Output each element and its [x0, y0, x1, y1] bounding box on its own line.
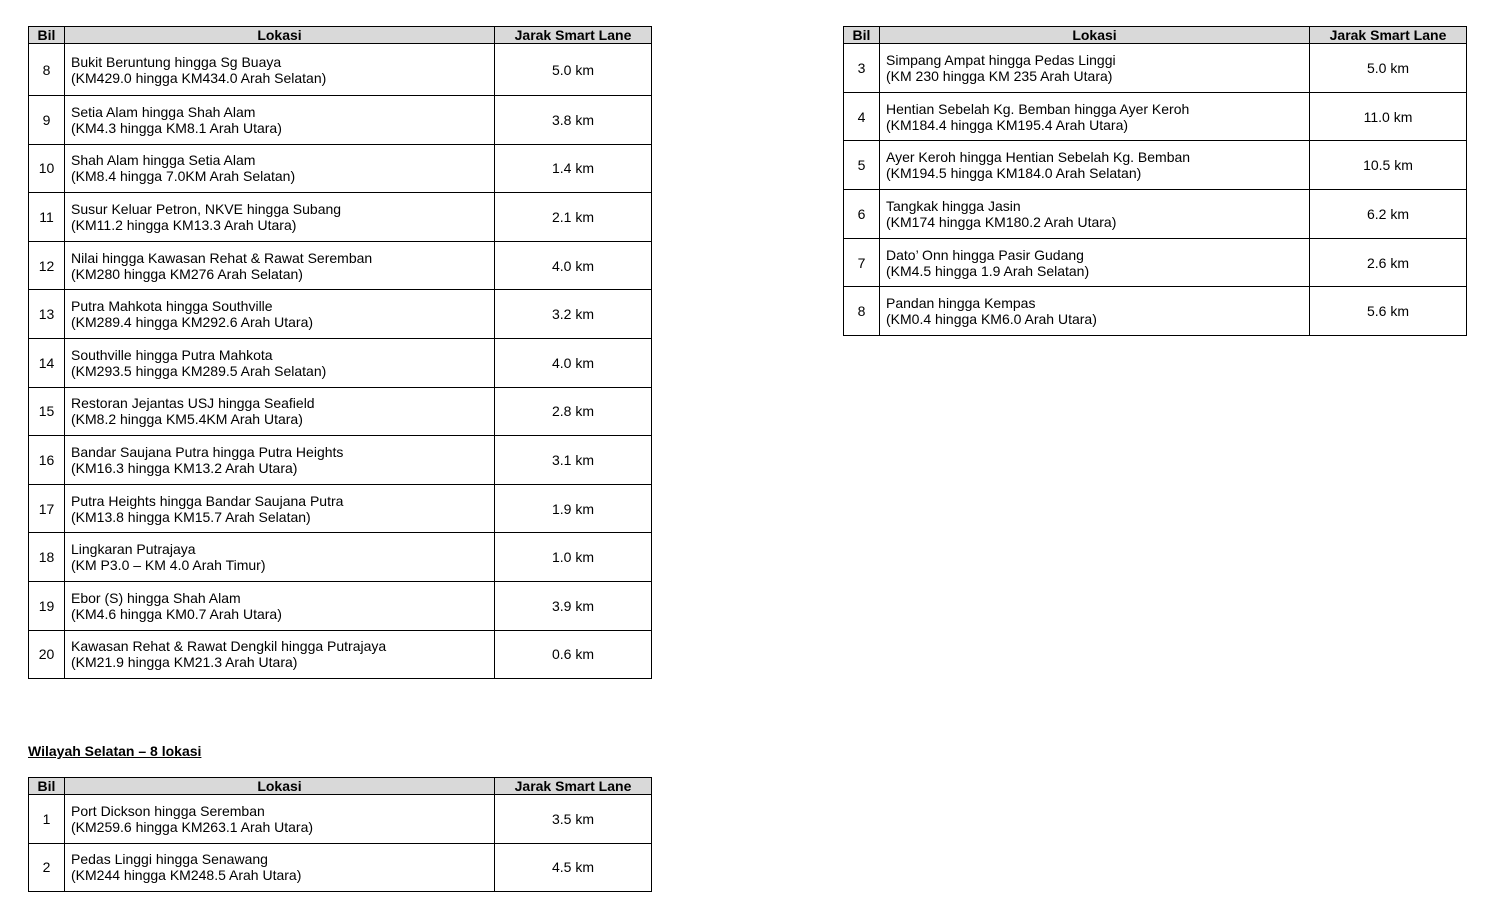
lokasi-route: Putra Heights hingga Bandar Saujana Putra — [71, 492, 344, 509]
lokasi-route: Putra Mahkota hingga Southville — [71, 298, 273, 315]
table-header-row — [29, 27, 652, 44]
row-bil: 16 — [29, 436, 65, 485]
row-jarak: 3.8 km — [495, 96, 652, 145]
lokasi-km: (KM174 hingga KM180.2 Arah Utara) — [886, 213, 1117, 230]
row-jarak: 10.5 km — [1310, 141, 1467, 190]
row-lokasi — [65, 533, 495, 582]
row-jarak: 4.0 km — [495, 338, 652, 387]
row-bil: 5 — [844, 141, 880, 190]
lokasi-route: Shah Alam hingga Setia Alam — [71, 152, 256, 169]
row-bil: 10 — [29, 144, 65, 193]
table-row — [29, 44, 652, 96]
table-row — [29, 795, 652, 844]
lokasi-km: (KM0.4 hingga KM6.0 Arah Utara) — [886, 311, 1097, 328]
lokasi-km: (KM429.0 hingga KM434.0 Arah Selatan) — [71, 69, 327, 86]
table-row — [29, 533, 652, 582]
lokasi-km: (KM244 hingga KM248.5 Arah Utara) — [71, 867, 302, 884]
lokasi-route: Lingkaran Putrajaya — [71, 541, 196, 558]
row-lokasi — [880, 92, 1310, 141]
lokasi-route: Ayer Keroh hingga Hentian Sebelah Kg. Bemban — [886, 149, 1191, 166]
lokasi-route: Kawasan Rehat & Rawat Dengkil hingga Putrajaya — [71, 638, 387, 655]
row-lokasi — [65, 581, 495, 630]
row-bil: 7 — [844, 238, 880, 287]
row-bil: 8 — [29, 44, 65, 96]
lokasi-km: (KM259.6 hingga KM263.1 Arah Utara) — [71, 818, 314, 835]
smart-lane-table-right — [843, 26, 1467, 336]
lokasi-km: (KM184.4 hingga KM195.4 Arah Utara) — [886, 116, 1129, 133]
lokasi-km: (KM280 hingga KM276 Arah Selatan) — [71, 265, 303, 282]
row-jarak: 1.0 km — [495, 533, 652, 582]
row-lokasi — [65, 436, 495, 485]
row-jarak: 5.0 km — [495, 44, 652, 96]
lokasi-route: Port Dickson hingga Seremban — [71, 802, 265, 819]
lokasi-km: (KM P3.0 – KM 4.0 Arah Timur) — [71, 557, 266, 574]
row-bil: 15 — [29, 387, 65, 436]
header-lokasi: Lokasi — [880, 27, 1310, 44]
lokasi-km: (KM194.5 hingga KM184.0 Arah Selatan) — [886, 165, 1142, 182]
row-lokasi — [65, 843, 495, 892]
lokasi-km: (KM289.4 hingga KM292.6 Arah Utara) — [71, 314, 314, 331]
row-jarak: 3.2 km — [495, 290, 652, 339]
row-jarak: 2.6 km — [1310, 238, 1467, 287]
table-row — [844, 92, 1467, 141]
lokasi-route: Hentian Sebelah Kg. Bemban hingga Ayer Keroh — [886, 100, 1190, 117]
header-jarak: Jarak Smart Lane — [1310, 27, 1467, 44]
section-heading: Wilayah Selatan – 8 lokasi — [28, 743, 202, 759]
row-jarak: 3.1 km — [495, 436, 652, 485]
lokasi-route: Nilai hingga Kawasan Rehat & Rawat Seremban — [71, 249, 373, 266]
lokasi-km: (KM13.8 hingga KM15.7 Arah Selatan) — [71, 508, 311, 525]
lokasi-km: (KM4.3 hingga KM8.1 Arah Utara) — [71, 119, 282, 136]
row-jarak: 5.6 km — [1310, 287, 1467, 336]
row-lokasi — [65, 484, 495, 533]
table-row — [29, 96, 652, 145]
row-bil: 4 — [844, 92, 880, 141]
row-bil: 3 — [844, 44, 880, 93]
row-lokasi — [65, 630, 495, 679]
row-jarak: 2.8 km — [495, 387, 652, 436]
table-row — [29, 630, 652, 679]
row-jarak: 1.9 km — [495, 484, 652, 533]
table-row — [29, 290, 652, 339]
row-lokasi — [880, 238, 1310, 287]
row-lokasi — [65, 44, 495, 96]
row-lokasi — [880, 141, 1310, 190]
lokasi-km: (KM8.4 hingga 7.0KM Arah Selatan) — [71, 168, 296, 185]
lokasi-route: Susur Keluar Petron, NKVE hingga Subang — [71, 200, 342, 217]
row-lokasi — [65, 795, 495, 844]
header-bil: Bil — [29, 27, 65, 44]
lokasi-route: Simpang Ampat hingga Pedas Linggi — [886, 51, 1116, 68]
row-lokasi — [65, 387, 495, 436]
row-bil: 12 — [29, 241, 65, 290]
row-bil: 13 — [29, 290, 65, 339]
row-lokasi — [65, 338, 495, 387]
row-jarak: 1.4 km — [495, 144, 652, 193]
table-header-row — [844, 27, 1467, 44]
row-lokasi — [880, 44, 1310, 93]
lokasi-km: (KM4.6 hingga KM0.7 Arah Utara) — [71, 605, 282, 622]
row-lokasi — [880, 190, 1310, 239]
row-jarak: 11.0 km — [1310, 92, 1467, 141]
table-row — [29, 387, 652, 436]
row-lokasi — [65, 241, 495, 290]
row-bil: 8 — [844, 287, 880, 336]
table-row — [29, 144, 652, 193]
header-jarak: Jarak Smart Lane — [495, 27, 652, 44]
lokasi-route: Restoran Jejantas USJ hingga Seafield — [71, 395, 315, 412]
lokasi-route: Ebor (S) hingga Shah Alam — [71, 589, 241, 606]
header-lokasi: Lokasi — [65, 27, 495, 44]
header-jarak: Jarak Smart Lane — [495, 778, 652, 795]
row-jarak: 6.2 km — [1310, 190, 1467, 239]
lokasi-km: (KM4.5 hingga 1.9 Arah Selatan) — [886, 262, 1090, 279]
row-bil: 18 — [29, 533, 65, 582]
row-lokasi — [65, 290, 495, 339]
row-jarak: 0.6 km — [495, 630, 652, 679]
table-row — [844, 238, 1467, 287]
smart-lane-table-left — [28, 26, 652, 679]
lokasi-route: Pedas Linggi hingga Senawang — [71, 851, 268, 868]
lokasi-km: (KM8.2 hingga KM5.4KM Arah Utara) — [71, 411, 303, 428]
row-bil: 6 — [844, 190, 880, 239]
header-lokasi: Lokasi — [65, 778, 495, 795]
row-lokasi — [65, 193, 495, 242]
lokasi-route: Dato’ Onn hingga Pasir Gudang — [886, 246, 1084, 263]
row-bil: 11 — [29, 193, 65, 242]
row-bil: 20 — [29, 630, 65, 679]
row-bil: 19 — [29, 581, 65, 630]
row-jarak: 3.9 km — [495, 581, 652, 630]
row-jarak: 4.5 km — [495, 843, 652, 892]
lokasi-route: Bandar Saujana Putra hingga Putra Heights — [71, 443, 344, 460]
row-lokasi — [880, 287, 1310, 336]
row-bil: 2 — [29, 843, 65, 892]
lokasi-km: (KM293.5 hingga KM289.5 Arah Selatan) — [71, 362, 327, 379]
lokasi-route: Pandan hingga Kempas — [886, 295, 1036, 312]
row-jarak: 2.1 km — [495, 193, 652, 242]
table-row — [29, 241, 652, 290]
row-bil: 14 — [29, 338, 65, 387]
table-row — [29, 193, 652, 242]
table-row — [29, 581, 652, 630]
lokasi-km: (KM11.2 hingga KM13.3 Arah Utara) — [71, 216, 297, 233]
row-jarak: 4.0 km — [495, 241, 652, 290]
row-jarak: 3.5 km — [495, 795, 652, 844]
header-bil: Bil — [844, 27, 880, 44]
row-jarak: 5.0 km — [1310, 44, 1467, 93]
header-bil: Bil — [29, 778, 65, 795]
lokasi-route: Setia Alam hingga Shah Alam — [71, 103, 256, 120]
table-row — [844, 287, 1467, 336]
row-lokasi — [65, 96, 495, 145]
lokasi-km: (KM16.3 hingga KM13.2 Arah Utara) — [71, 459, 298, 476]
lokasi-km: (KM 230 hingga KM 235 Arah Utara) — [886, 67, 1113, 84]
table-row — [29, 843, 652, 892]
row-bil: 9 — [29, 96, 65, 145]
lokasi-route: Bukit Beruntung hingga Sg Buaya — [71, 53, 282, 70]
smart-lane-table-selatan — [28, 777, 652, 892]
row-lokasi — [65, 144, 495, 193]
lokasi-route: Southville hingga Putra Mahkota — [71, 346, 273, 363]
table-row — [844, 190, 1467, 239]
table-row — [844, 141, 1467, 190]
table-row — [29, 436, 652, 485]
table-header-row — [29, 778, 652, 795]
table-row — [844, 44, 1467, 93]
lokasi-km: (KM21.9 hingga KM21.3 Arah Utara) — [71, 654, 298, 671]
table-row — [29, 338, 652, 387]
row-bil: 1 — [29, 795, 65, 844]
lokasi-route: Tangkak hingga Jasin — [886, 197, 1021, 214]
row-bil: 17 — [29, 484, 65, 533]
table-row — [29, 484, 652, 533]
